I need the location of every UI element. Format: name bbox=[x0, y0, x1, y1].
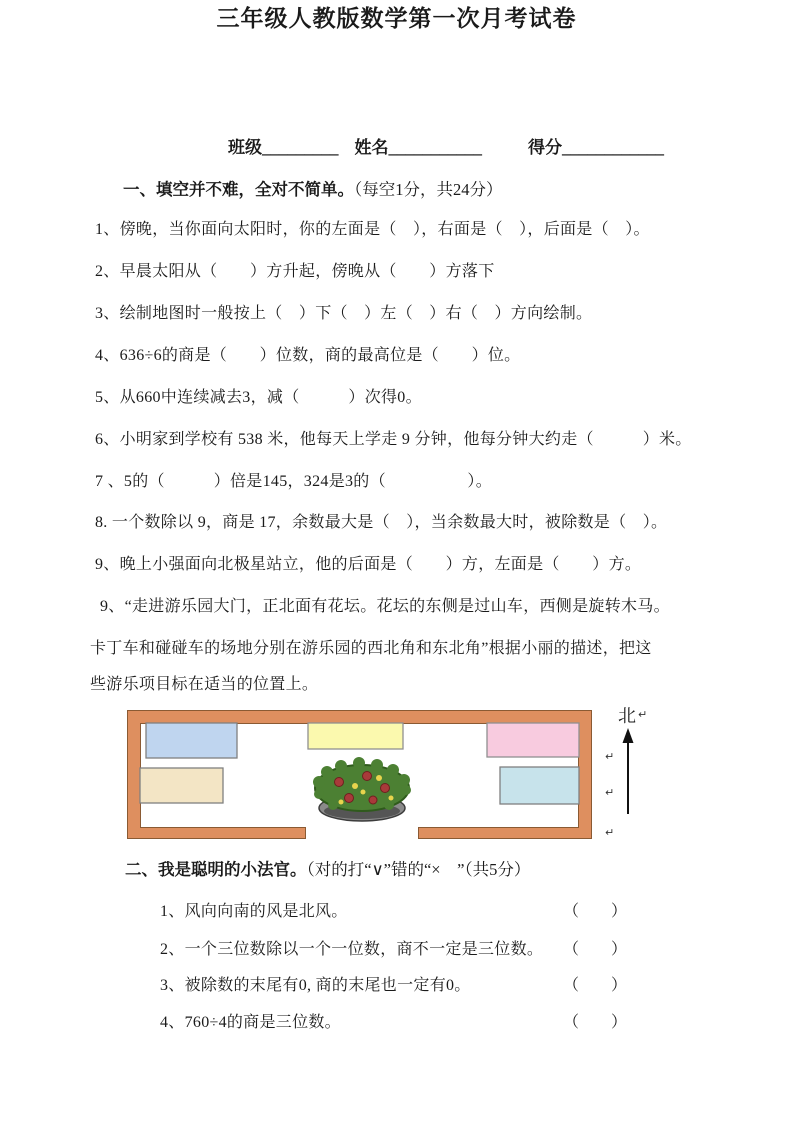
question-4: 4、636÷6的商是（ ）位数，商的最高位是（ ）位。 bbox=[95, 347, 521, 364]
name-blank-line: ___________ bbox=[388, 138, 482, 157]
tf-item-text: 2、一个三位数除以一个一位数，商不一定是三位数。 bbox=[160, 941, 544, 958]
return-mark: ↵ bbox=[638, 708, 648, 721]
class-label: 班级 bbox=[228, 138, 262, 157]
class-blank-line: _________ bbox=[262, 138, 339, 157]
question-9b-line2: 卡丁车和碰碰车的场地分别在游乐园的西北角和东北角”根据小丽的描述，把这 bbox=[90, 640, 652, 657]
tf-item-text: 3、被除数的末尾有0, 商的末尾也一定有0。 bbox=[160, 977, 471, 994]
section1-heading bbox=[123, 176, 503, 200]
question-1: 1、傍晚，当你面向太阳时，你的左面是（ ），右面是（ ），后面是（ ）。 bbox=[95, 221, 650, 238]
slot-northwest-blue bbox=[146, 723, 237, 758]
question-9b-line3: 些游乐项目标在适当的位置上。 bbox=[90, 676, 319, 693]
section1-title: 一、填空并不难，全对不简单。 bbox=[123, 180, 354, 199]
return-mark: ↵ bbox=[605, 786, 615, 799]
score-label: 得分 bbox=[528, 138, 562, 157]
tf-item-text: 1、风向向南的风是北风。 bbox=[160, 903, 348, 920]
question-7: 7 、5的（ ）倍是145，324是3的（ ）。 bbox=[95, 473, 493, 490]
slot-west-beige bbox=[140, 768, 223, 803]
tf-answer-blank: （ ） bbox=[563, 1014, 628, 1031]
slot-east-lightblue bbox=[500, 767, 579, 804]
question-6: 6、小明家到学校有 538 米，他每天上学走 9 分钟，他每分钟大约走（ ）米。 bbox=[95, 431, 692, 448]
north-label: 北 bbox=[618, 706, 636, 726]
score-blank-line: ____________ bbox=[562, 138, 664, 157]
name-label: 姓名 bbox=[354, 138, 389, 157]
return-mark: ↵ bbox=[605, 750, 615, 763]
park-map-svg bbox=[127, 710, 592, 839]
tf-answer-blank: （ ） bbox=[563, 977, 628, 994]
question-8: 8. 一个数除以 9，商是 17，余数最大是（ ），当余数最大时，被除数是（ ）。 bbox=[95, 514, 668, 531]
section2-heading bbox=[125, 856, 530, 880]
question-3: 3、绘制地图时一般按上（ ）下（ ）左（ ）右（ ）方向绘制。 bbox=[95, 305, 593, 322]
slot-north-yellow bbox=[308, 723, 403, 749]
section2-note: （对的打“∨”错的“× ”（共5分） bbox=[306, 860, 531, 879]
slot-northeast-pink bbox=[487, 723, 579, 757]
question-9: 9、晚上小强面向北极星站立，他的后面是（ ）方，左面是（ ）方。 bbox=[95, 556, 642, 573]
tf-answer-blank: （ ） bbox=[563, 941, 628, 958]
header-fields bbox=[228, 133, 664, 158]
question-2: 2、早晨太阳从（ ）方升起，傍晚从（ ）方落下 bbox=[95, 263, 495, 280]
question-9b-line1: 9、“走进游乐园大门，正北面有花坛。花坛的东侧是过山车，西侧是旋转木马。 bbox=[100, 598, 670, 615]
north-arrow-icon bbox=[619, 728, 637, 823]
section2-title: 二、我是聪明的小法官。 bbox=[125, 860, 307, 879]
flower-bed bbox=[313, 757, 411, 821]
park-map-diagram bbox=[127, 710, 592, 839]
question-5: 5、从660中连续减去3，减（ ）次得0。 bbox=[95, 389, 422, 406]
return-mark: ↵ bbox=[605, 826, 615, 839]
section1-note: （每空1分，共24分） bbox=[354, 180, 503, 199]
tf-item-text: 4、760÷4的商是三位数。 bbox=[160, 1014, 341, 1031]
page-title: 三年级人教版数学第一次月考试卷 bbox=[216, 6, 577, 31]
tf-answer-blank: （ ） bbox=[563, 903, 628, 920]
